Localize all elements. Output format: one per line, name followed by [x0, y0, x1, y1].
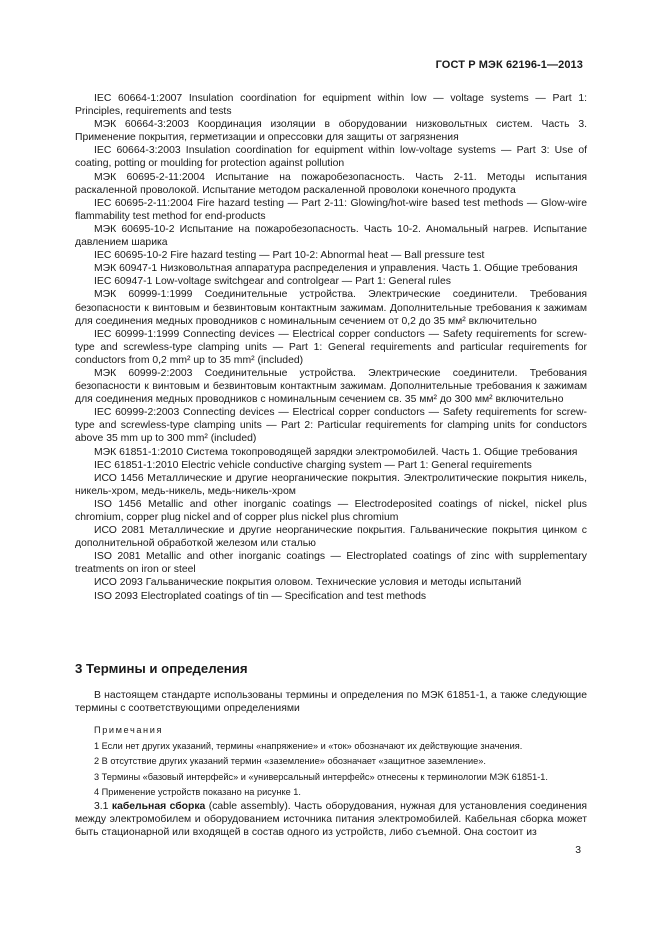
reference-item: МЭК 60664-3:2003 Координация изоляции в оборудовании низковольтных систем. Часть 3. Применение покрытия, герметизации и опрессовки для защиты от загрязнения [75, 119, 587, 144]
note-item: 3 Термины «базовый интерфейс» и «универсальный интерфейс» отнесены к терминологии МЭК 61851-1. [94, 771, 548, 782]
term-definition [75, 800, 587, 839]
notes-block [94, 723, 587, 801]
reference-item: IEC 60695-10-2 Fire hazard testing — Part 10-2: Abnormal heat — Ball pressure test [94, 250, 485, 262]
reference-item: ИСО 2081 Металлические и другие неорганические покрытия. Гальванические покрытия цинком с дополнительной обработкой железом или сталью [75, 525, 587, 550]
section-intro: В настоящем стандарте использованы термины и определения по МЭК 61851-1, а также следующие термины с соответствующими определениями [75, 690, 587, 715]
reference-item: МЭК 61851-1:2010 Система токопроводящей зарядки электромобилей. Часть 1. Общие требования [94, 446, 578, 458]
reference-item: IEC 60947-1 Low-voltage switchgear and controlgear — Part 1: General rules [94, 276, 451, 288]
reference-item: IEC 60664-3:2003 Insulation coordination for equipment within low-voltage systems — Part 3: Use of coating, potting or moulding for protection against pollution [75, 145, 587, 170]
term-text: Часть оборудования, нужная для установления соединения между электромобилем и оборудованием источника питания электромобилей. Кабельная сборка может быть стационарной или входящей в состав одного из устройств, либо съемной. Она состоит из [75, 801, 587, 839]
reference-item: IEC 60695-2-11:2004 Fire hazard testing — Part 2-11: Glowing/hot-wire based test methods — Glow-wire flammability test method for end-products [75, 197, 587, 222]
note-item: 1 Если нет других указаний, термины «напряжение» и «ток» обозначают их действующие значения. [94, 740, 523, 751]
page-header: ГОСТ Р МЭК 62196-1—2013 [435, 59, 583, 71]
reference-item: ИСО 1456 Металлические и другие неорганические покрытия. Электролитические покрытия никель, никель-хром, медь-никель, медь-никель-хром [75, 472, 587, 497]
reference-item: IEC 60999-2:2003 Connecting devices — Electrical copper conductors — Safety requirements for screw-type and screwless-type clamping units — Part 2: Particular requirements for clamping units for conductors above 35 mm up to 300 mm² (included) [75, 407, 587, 445]
reference-item: IEC 60999-1:1999 Connecting devices — Electrical copper conductors — Safety requirements for screw-type and screwless-type clamping units — Part 1: General requirements and particular requirements for conductors from 0,2 mm² up to 35 mm² (included) [75, 328, 587, 366]
term-number: 3.1 [94, 801, 109, 812]
reference-item: ИСО 2093 Гальванические покрытия оловом. Технические условия и методы испытаний [94, 577, 522, 589]
reference-item: МЭК 60947-1 Низковольтная аппаратура распределения и управления. Часть 1. Общие требования [94, 263, 578, 275]
section-title: 3 Термины и определения [75, 661, 248, 676]
normative-references [75, 92, 587, 603]
page-number: 3 [575, 845, 581, 856]
reference-item: ISO 1456 Metallic and other inorganic coatings — Electrodeposited coatings of nickel, nickel plus chromium, copper plug nickel and of copper plus nickel plus chromium [75, 498, 587, 523]
note-item: 4 Применение устройств показано на рисунке 1. [94, 787, 301, 798]
reference-item: IEC 60664-1:2007 Insulation coordination for equipment within low — voltage systems — Part 1: Principles, requirements and tests [75, 93, 587, 118]
reference-item: ISO 2081 Metallic and other inorganic coatings — Electroplated coatings of zinc with supplementary treatments on iron or steel [75, 551, 587, 576]
reference-item: МЭК 60999-2:2003 Соединительные устройства. Электрические соединители. Требования безопасности к винтовым и безвинтовым контактным зажимам. Дополнительные требования к зажимам для соединения медных проводников с номинальным сечением св. 35 мм² до 300 мм² включительно [75, 367, 587, 406]
reference-item: МЭК 60695-2-11:2004 Испытание на пожаробезопасность. Часть 2-11. Методы испытания раскаленной проволокой. Испытание методом раскаленной проволоки конечного продукта [75, 171, 587, 196]
reference-item: IEC 61851-1:2010 Electric vehicle conductive charging system — Part 1: General requirements [94, 459, 532, 471]
term-english: (cable assembly). [208, 801, 291, 812]
term-name: кабельная сборка [111, 801, 206, 812]
reference-item: МЭК 60999-1:1999 Соединительные устройства. Электрические соединители. Требования безопасности к винтовым и безвинтовым контактным зажимам. Дополнительные требования к зажимам для соединения медных проводников с номинальным сечением от 0,2 до 35 мм² включительно [75, 289, 587, 327]
reference-item: МЭК 60695-10-2 Испытание на пожаробезопасность. Часть 10-2. Аномальный нагрев. Испытание давлением шарика [75, 223, 587, 249]
reference-item: ISO 2093 Electroplated coatings of tin — Specification and test methods [94, 590, 427, 602]
notes-header: Примечания [94, 725, 164, 735]
note-item: 2 В отсутствие других указаний термин «заземление» обозначает «защитное заземление». [94, 756, 486, 767]
